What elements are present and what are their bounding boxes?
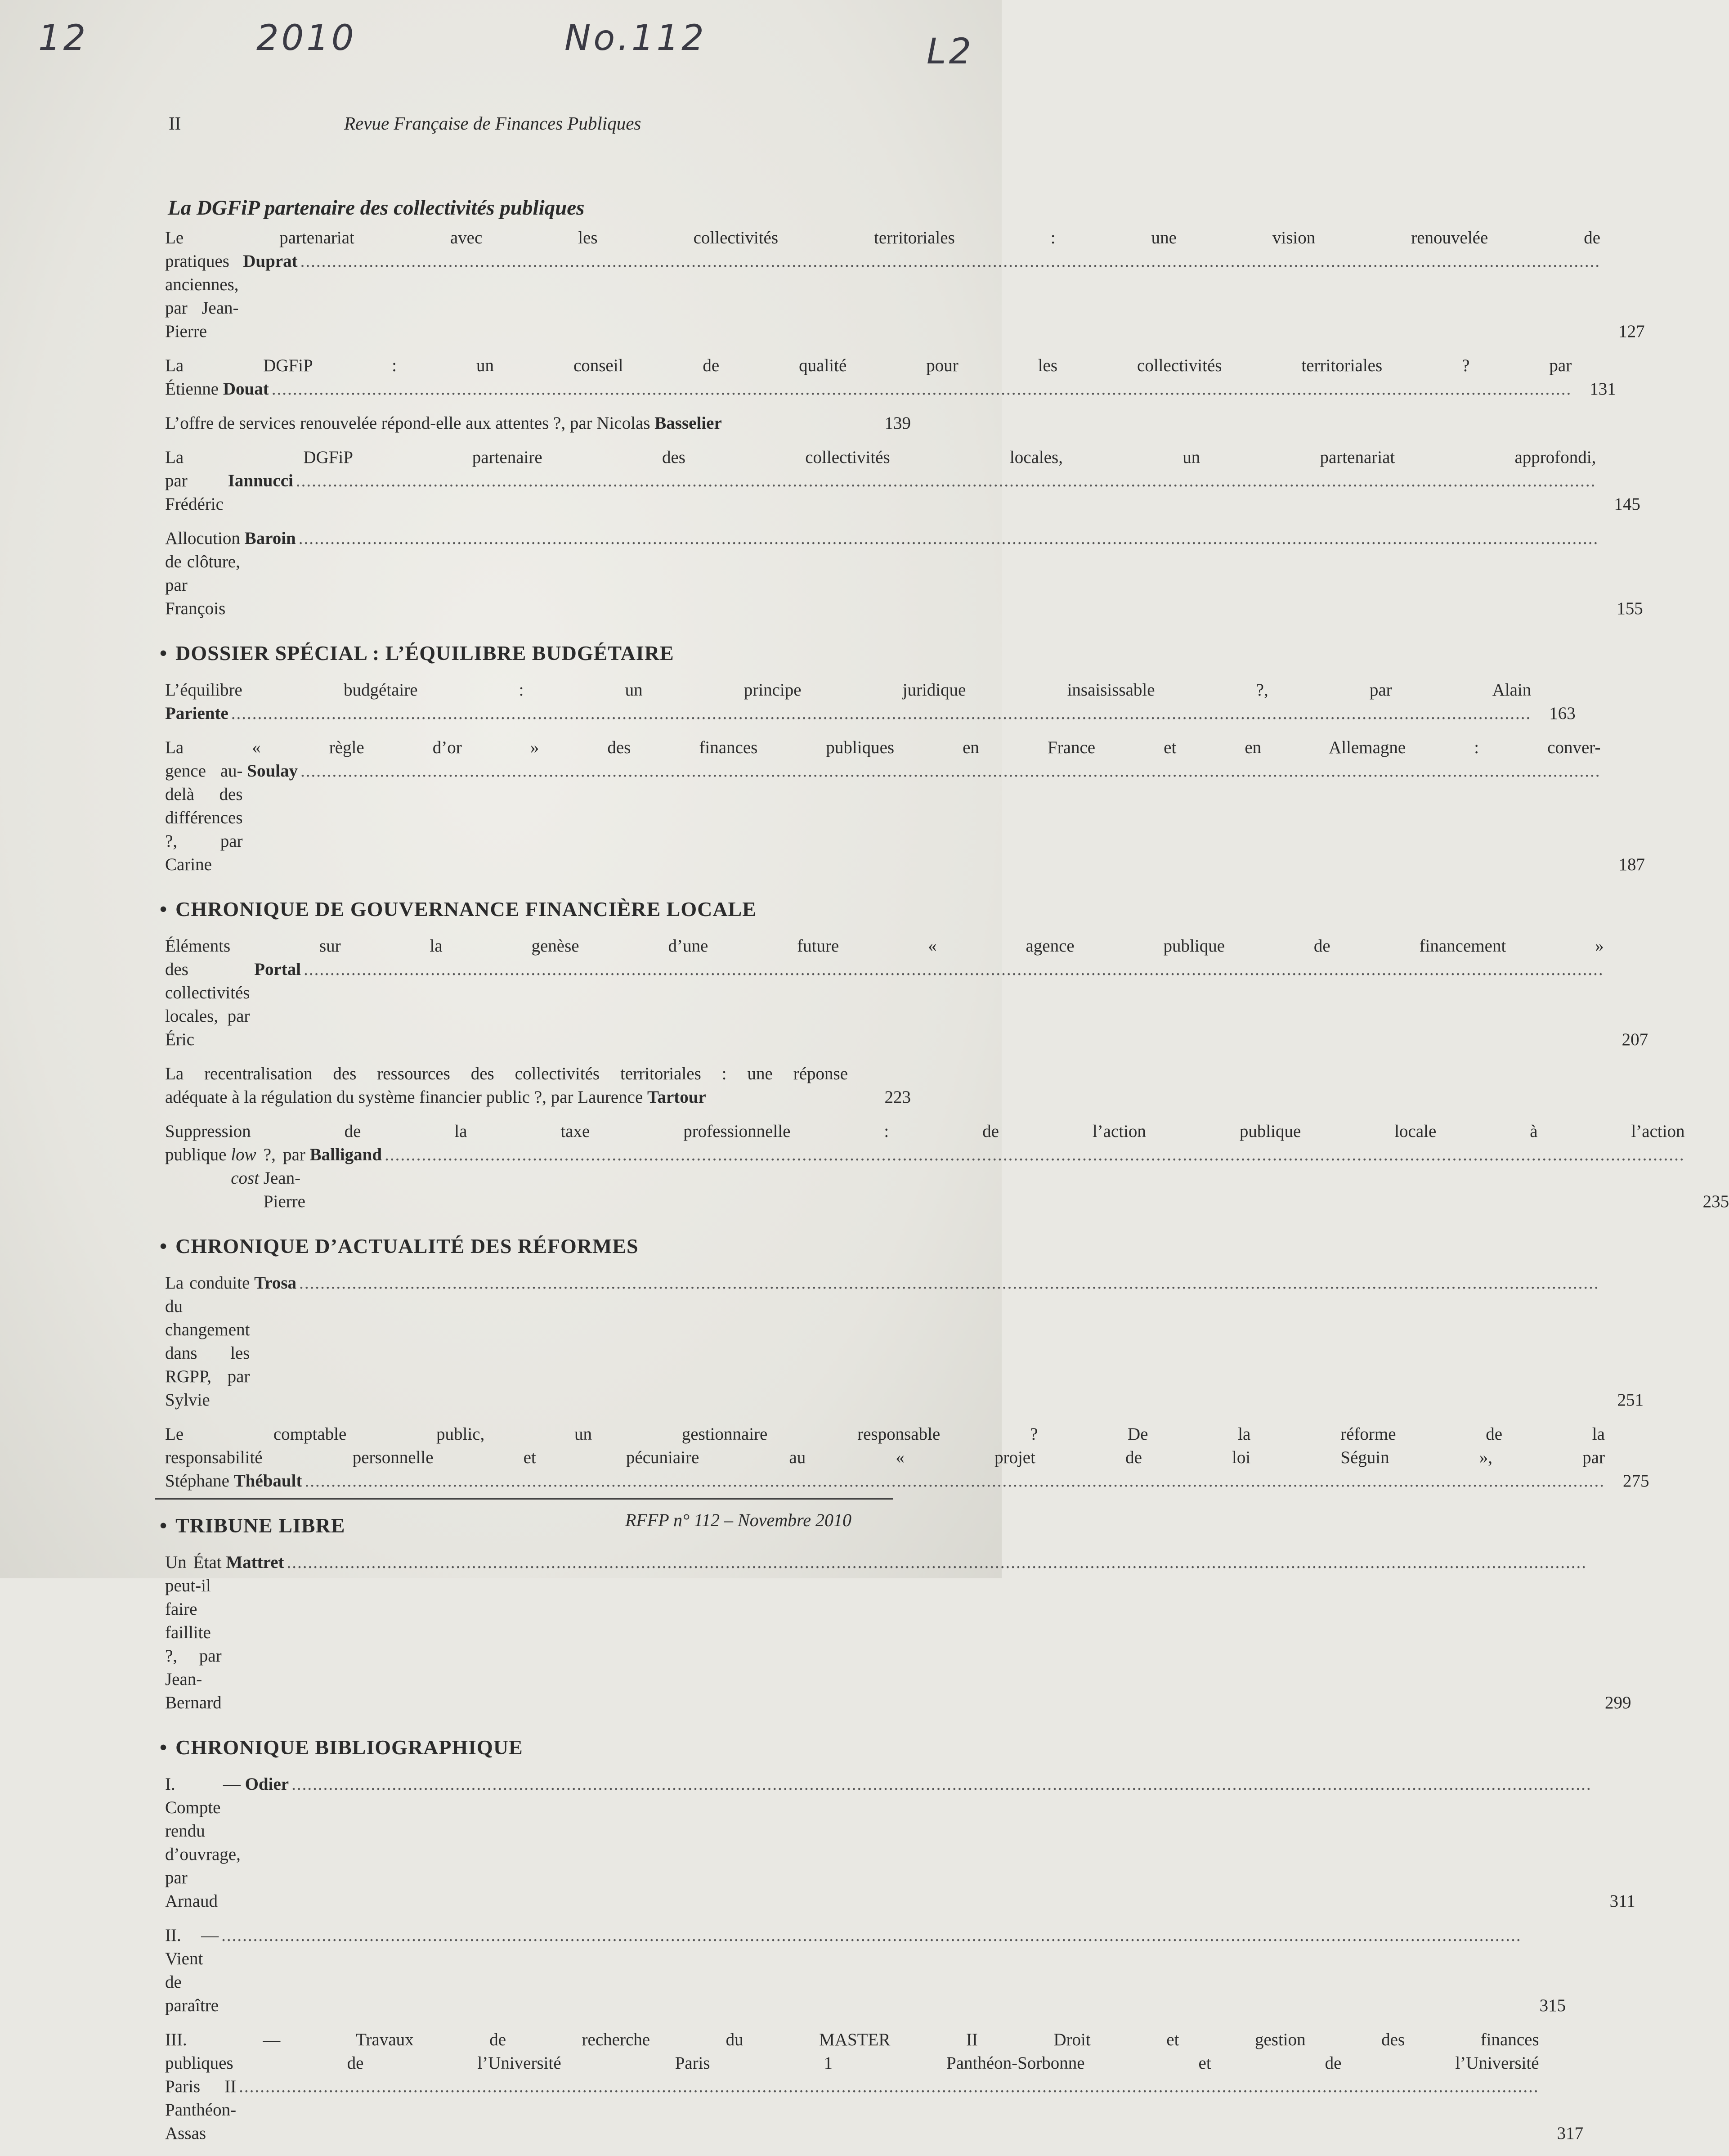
entry-text: Suppression de la taxe professionnelle : de l’action publique locale à l’action <box>165 1122 1685 1141</box>
leader-dots <box>287 1551 1587 1574</box>
section-title: La DGFiP partenaire des collectivités publiques <box>168 196 585 220</box>
toc-entry <box>165 354 1616 401</box>
entry-text: La DGFiP partenaire des collectivités locales, un partenariat approfondi, <box>165 448 1596 467</box>
entry-text: gence au-delà des différences ?, par Carine <box>165 761 243 874</box>
toc-entry <box>165 446 1640 516</box>
toc-entry <box>165 1551 1631 1715</box>
entry-text: Allocution de clôture, par François <box>165 529 240 618</box>
page-ref: 235 <box>1702 1192 1729 1211</box>
leader-dots <box>231 702 1532 725</box>
section-heading: • DOSSIER SPÉCIAL : L’ÉQUILIBRE BUDGÉTAIRE <box>160 642 674 665</box>
leader-dots <box>299 1271 1599 1295</box>
entry-text: Paris II Panthéon-Assas <box>165 2077 237 2143</box>
section-heading: • TRIBUNE LIBRE <box>160 1514 345 1537</box>
leader-dots <box>296 469 1596 493</box>
toc-entry <box>165 678 1576 725</box>
author-name: Soulay <box>247 761 298 781</box>
entry-text: Stéphane <box>165 1471 229 1491</box>
bullet-icon: • <box>160 642 168 665</box>
page-ref: 317 <box>1557 2124 1584 2143</box>
entry-text: L’offre de services renouvelée répond-elle aux attentes ?, par Nicolas <box>165 413 650 433</box>
bullet-icon: • <box>160 1235 168 1258</box>
section-heading: • CHRONIQUE BIBLIOGRAPHIQUE <box>160 1736 523 1759</box>
toc-entry <box>165 1924 1566 2017</box>
entry-text: Éléments sur la genèse d’une future « agence publique de financement » <box>165 936 1604 956</box>
page-ref: 311 <box>1609 1891 1635 1911</box>
author-name: Baroin <box>244 529 296 548</box>
toc-entry <box>165 226 1645 343</box>
table-of-contents <box>160 196 1729 2156</box>
author-name: Mattret <box>226 1553 284 1572</box>
toc-entry <box>165 527 1643 620</box>
entry-text: Un État peut-il faire faillite ?, par Jean-Bernard <box>165 1553 222 1712</box>
author-name: Trosa <box>254 1273 297 1293</box>
page-ref: 251 <box>1617 1390 1644 1410</box>
section-heading: • CHRONIQUE D’ACTUALITÉ DES RÉFORMES <box>160 1235 639 1258</box>
section-heading: • CHRONIQUE DE GOUVERNANCE FINANCIÈRE LOCALE <box>160 898 757 921</box>
toc-entry <box>165 1423 1649 1493</box>
bullet-icon: • <box>160 1514 168 1537</box>
entry-text: La conduite du changement dans les RGPP, par Sylvie <box>165 1273 250 1410</box>
toc-entry <box>165 1773 1635 1913</box>
leader-dots <box>291 1773 1592 1796</box>
entry-text: pratiques anciennes, par Jean-Pierre <box>165 252 239 341</box>
entry-text: La recentralisation des ressources des collectivités territoriales : une réponse <box>165 1064 848 1083</box>
entry-text: ?, par Jean-Pierre <box>263 1145 305 1211</box>
page-ref: 315 <box>1539 1996 1566 2015</box>
author-name: Basselier <box>654 413 722 433</box>
toc-entry <box>165 1120 1729 1213</box>
toc-entry <box>165 736 1645 876</box>
entry-text: adéquate à la régulation du système financier public ?, par Laurence <box>165 1087 643 1107</box>
page-ref: 139 <box>884 413 911 433</box>
toc-entry <box>165 1271 1644 1412</box>
author-name: Thébault <box>233 1471 302 1491</box>
author-name: Tartour <box>647 1087 706 1107</box>
page-ref: 299 <box>1605 1693 1631 1712</box>
footer-rule <box>155 1498 893 1500</box>
leader-dots <box>299 527 1599 550</box>
author-name: Balligand <box>309 1145 382 1164</box>
author-name: Portal <box>254 960 301 979</box>
toc-entry <box>165 2028 1584 2145</box>
page-ref: 127 <box>1618 322 1645 341</box>
entry-text: responsabilité personnelle et pécuniaire au « projet de loi Séguin », par <box>165 1448 1605 1467</box>
journal-title: Revue Française de Finances Publiques <box>344 113 641 134</box>
entry-text: La DGFiP : un conseil de qualité pour les collectivités territoriales ? par <box>165 356 1572 375</box>
page-ref: 275 <box>1622 1471 1649 1491</box>
entry-text: Le partenariat avec les collectivités territoriales : une vision renouvelée de <box>165 228 1601 247</box>
bullet-icon: • <box>160 898 168 921</box>
entry-text: II. — Vient de paraître <box>165 1926 219 2015</box>
author-name: Pariente <box>165 704 228 723</box>
page-ref: 163 <box>1549 704 1576 723</box>
author-name: Douat <box>223 379 269 399</box>
leader-dots <box>385 1143 1685 1167</box>
leader-dots <box>221 1924 1522 1947</box>
entry-text: I. — Compte rendu d’ouvrage, par Arnaud <box>165 1774 241 1911</box>
toc-entry <box>165 412 911 435</box>
leader-dots <box>272 377 1572 401</box>
entry-text: des collectivités locales, par Éric <box>165 960 250 1049</box>
toc-entry <box>165 934 1648 1051</box>
handwritten-number: 12 <box>38 18 89 58</box>
entry-text: Étienne <box>165 379 219 399</box>
entry-text-italic: low cost <box>231 1145 260 1188</box>
entry-text: publiques de l’Université Paris 1 Panthéon-Sorbonne et de l’Université <box>165 2053 1539 2073</box>
bullet-icon: • <box>160 1736 168 1759</box>
author-name: Iannucci <box>228 471 293 490</box>
page-ref: 131 <box>1590 379 1616 399</box>
handwritten-issue: No.112 <box>564 18 707 58</box>
entry-text: Le comptable public, un gestionnaire responsable ? De la réforme de la <box>165 1424 1605 1444</box>
leader-dots <box>304 958 1604 981</box>
author-name: Duprat <box>243 252 298 271</box>
leader-dots <box>300 250 1601 273</box>
leader-dots <box>300 759 1601 783</box>
handwritten-year: 2010 <box>256 18 357 58</box>
entry-text: L’équilibre budgétaire : un principe juridique insaisissable ?, par Alain <box>165 680 1532 700</box>
toc-entry <box>165 1062 911 1109</box>
entry-text: La « règle d’or » des finances publiques en France et en Allemagne : conver- <box>165 738 1601 757</box>
entry-text: III. — Travaux de recherche du MASTER II Droit et gestion des finances <box>165 2030 1539 2049</box>
entry-text: publique <box>165 1145 227 1164</box>
page-ref: 155 <box>1617 599 1643 618</box>
leader-dots <box>305 1469 1605 1493</box>
page-ref: 207 <box>1621 1030 1648 1049</box>
page-ref: 223 <box>884 1087 911 1107</box>
page-number: II <box>169 113 181 134</box>
handwritten-corner: L2 <box>927 31 974 72</box>
footer-citation: RFFP n° 112 – Novembre 2010 <box>625 1510 851 1530</box>
author-name: Odier <box>245 1774 289 1794</box>
leader-dots <box>239 2075 1539 2098</box>
page-ref: 145 <box>1614 494 1640 514</box>
page-ref: 187 <box>1618 855 1645 874</box>
entry-text: par Frédéric <box>165 471 224 514</box>
